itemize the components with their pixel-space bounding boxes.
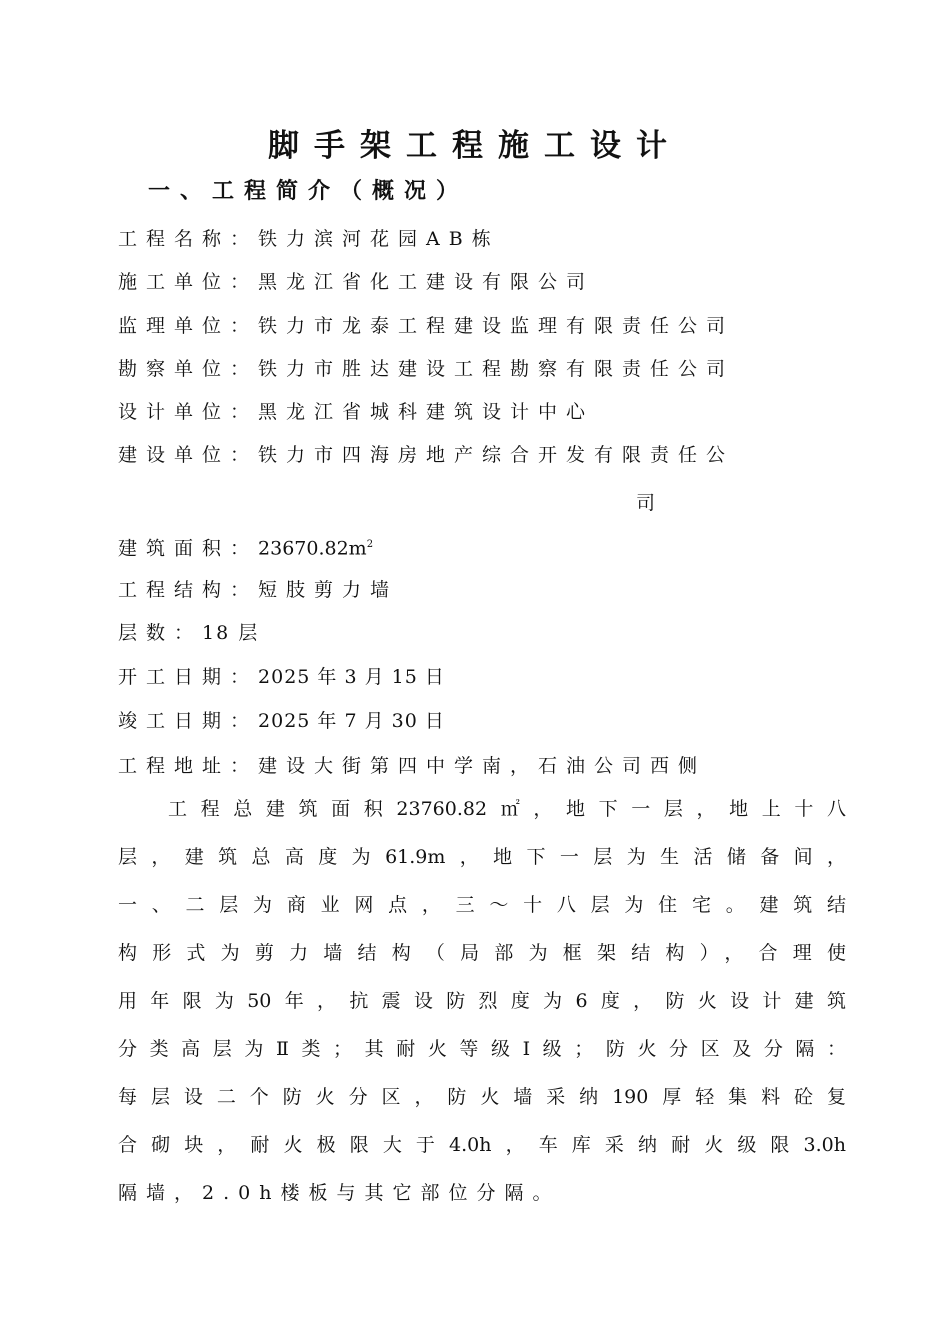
paragraph-line: 工程总建筑面积23760.82㎡，地下一层，地上十八 [168, 798, 846, 820]
info-value: 2025 年 3 月 15 日 [258, 666, 445, 688]
paragraph-line: 用年限为50年，抗震设防烈度为6度，防火设计建筑 [118, 990, 846, 1012]
info-value: 23670.82m [258, 537, 367, 560]
info-row-designer [118, 397, 594, 427]
info-row-project-name [118, 224, 500, 254]
info-label: 竣工日期： [118, 710, 259, 732]
paragraph-line: 合砌块，耐火极限大于4.0h，车库采纳耐火级限3.0h [118, 1134, 846, 1156]
page-title: 脚手架工程施工设计 [268, 128, 682, 164]
paragraph-line: 分类高层为Ⅱ类；其耐火等级Ⅰ级；防火分区及分隔： [118, 1038, 846, 1060]
info-label: 层数： [118, 622, 203, 644]
info-row-developer [118, 440, 734, 470]
info-row-contractor [118, 267, 594, 297]
superscript: 2 [366, 539, 383, 550]
section-heading: 一、工程简介（概况） [148, 179, 469, 204]
paragraph-line: 构形式为剪力墙结构（局部为框架结构），合理使 [118, 942, 846, 964]
info-value-wrap: 司 [636, 492, 656, 514]
info-value: 黑龙江省城科建筑设计中心 [258, 401, 595, 423]
info-value: 铁力滨河花园AB栋 [258, 228, 500, 250]
info-row-start-date [118, 662, 445, 692]
info-row-address [118, 751, 706, 781]
info-row-survey [118, 354, 734, 384]
info-label: 建设单位： [118, 444, 259, 466]
info-value: 铁力市四海房地产综合开发有限责任公 [258, 444, 735, 466]
info-label: 工程地址： [118, 755, 259, 777]
info-value: 建设大街第四中学南，石油公司西侧 [258, 755, 707, 777]
info-value: 18 层 [202, 622, 260, 644]
paragraph-line: 每层设二个防火分区，防火墙采纳190厚轻集料砼复 [118, 1086, 846, 1108]
info-row-structure [118, 575, 398, 605]
info-row-floors [118, 618, 259, 648]
info-row-floor-area [118, 530, 382, 563]
info-label: 开工日期： [118, 666, 259, 688]
info-label: 监理单位： [118, 315, 259, 337]
info-label: 设计单位： [118, 401, 259, 423]
paragraph-line: 一、二层为商业网点，三～十八层为住宅。建筑结 [118, 894, 846, 916]
info-value: 2025 年 7 月 30 日 [258, 710, 445, 732]
paragraph-line: 隔墙，2.0h楼板与其它部位分隔。 [118, 1182, 561, 1204]
info-value: 短肢剪力墙 [258, 579, 399, 601]
info-value: 铁力市胜达建设工程勘察有限责任公司 [258, 358, 735, 380]
info-row-supervisor [118, 311, 734, 341]
paragraph-line: 层，建筑总高度为61.9m，地下一层为生活储备间， [118, 846, 846, 868]
info-label: 工程结构： [118, 579, 259, 601]
info-label: 施工单位： [118, 271, 259, 293]
info-row-end-date [118, 706, 445, 736]
info-value: 铁力市龙泰工程建设监理有限责任公司 [258, 315, 735, 337]
info-label: 工程名称： [118, 228, 259, 250]
info-label: 勘察单位： [118, 358, 259, 380]
info-label: 建筑面积： [118, 537, 259, 560]
info-value: 黑龙江省化工建设有限公司 [258, 271, 595, 293]
